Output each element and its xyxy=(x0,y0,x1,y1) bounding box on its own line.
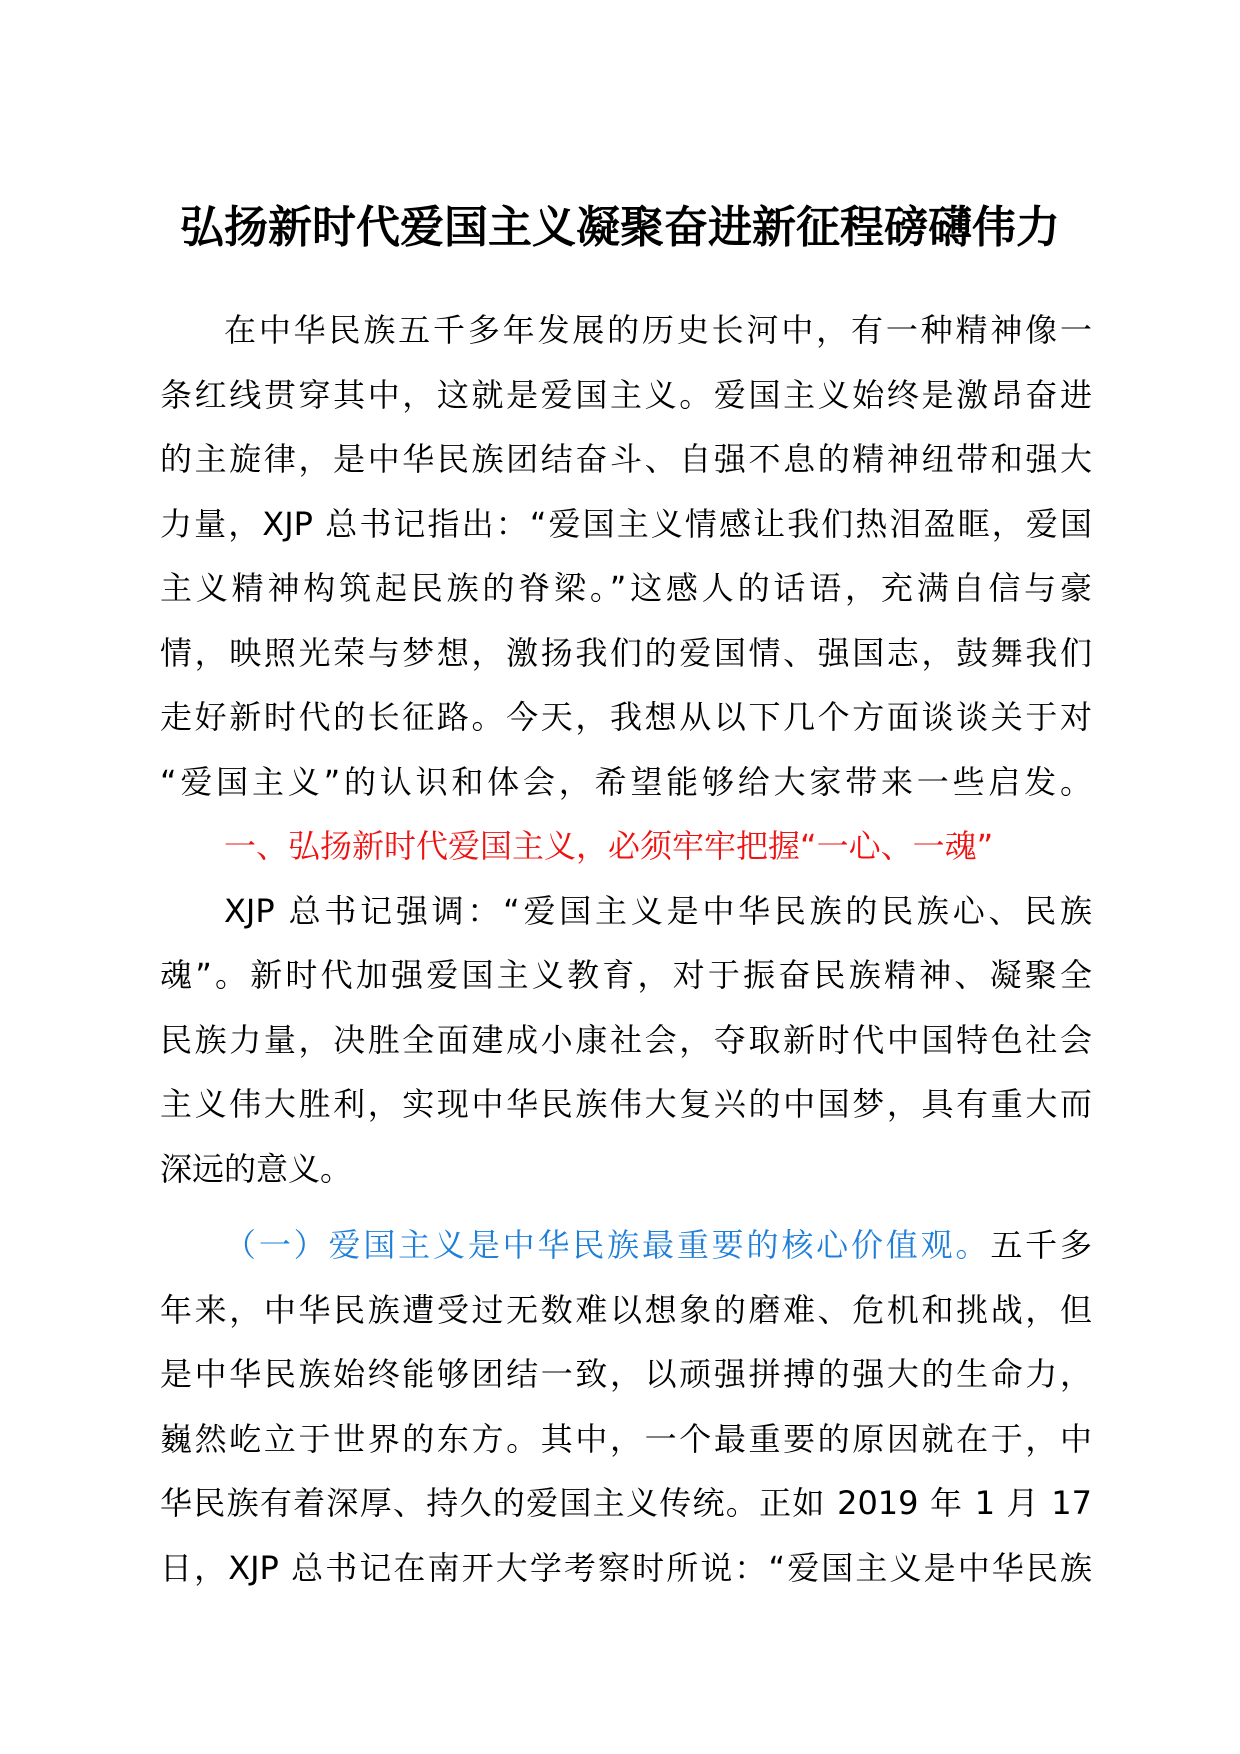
text-line: XJP 总书记强调：“爱国主义是中华民族的民族心、民族 xyxy=(224,891,1092,930)
text-line: 民族力量，决胜全面建成小康社会，夺取新时代中国特色社会 xyxy=(160,1020,1092,1059)
text-line: 是中华民族始终能够团结一致，以顽强拼搏的强大的生命力， xyxy=(160,1355,1092,1393)
section-heading-1: 一、弘扬新时代爱国主义，必须牢牢把握“一心、一魂” xyxy=(224,827,994,865)
text-run: 五千多 xyxy=(990,1226,1092,1264)
subheading-1: （一）爱国主义是中华民族最重要的核心价值观。 xyxy=(224,1226,991,1264)
text-line: 魂”。新时代加强爱国主义教育，对于振奋民族精神、凝聚全 xyxy=(160,956,1092,994)
text-line: 华民族有着深厚、持久的爱国主义传统。正如 2019 年 1 月 17 xyxy=(160,1484,1092,1522)
text-line: 巍然屹立于世界的东方。其中，一个最重要的原因就在于，中 xyxy=(160,1419,1092,1458)
text-line: 深远的意义。 xyxy=(160,1149,353,1188)
text-line: 主义伟大胜利，实现中华民族伟大复兴的中国梦，具有重大而 xyxy=(160,1085,1092,1123)
paragraph-subsection-1 xyxy=(160,1213,1092,1600)
text-line: 力量，XJP 总书记指出：“爱国主义情感让我们热泪盈眶，爱国 xyxy=(160,504,1092,543)
paragraph-section-1 xyxy=(160,879,1092,1202)
paragraph-intro xyxy=(160,298,1092,814)
text-line: “爱国主义”的认识和体会，希望能够给大家带来一些启发。 xyxy=(160,762,1092,801)
text-line: 主义精神构筑起民族的脊梁。”这感人的话语，充满自信与豪 xyxy=(160,569,1092,607)
text-line: 条红线贯穿其中，这就是爱国主义。爱国主义始终是激昂奋进 xyxy=(160,375,1092,414)
document-title: 弘扬新时代爱国主义凝聚奋进新征程磅礴伟力 xyxy=(180,202,1060,253)
text-line: 年来，中华民族遭受过无数难以想象的磨难、危机和挑战，但 xyxy=(160,1290,1092,1329)
text-line: 在中华民族五千多年发展的历史长河中，有一种精神像一 xyxy=(224,311,1092,349)
text-line-with-subheading xyxy=(160,1213,1092,1278)
text-line: 走好新时代的长征路。今天，我想从以下几个方面谈谈关于对 xyxy=(160,698,1092,736)
text-line: 的主旋律，是中华民族团结奋斗、自强不息的精神纽带和强大 xyxy=(160,440,1092,478)
text-line: 日，XJP 总书记在南开大学考察时所说：“爱国主义是中华民族 xyxy=(160,1548,1092,1587)
text-line: 情，映照光荣与梦想，激扬我们的爱国情、强国志，鼓舞我们 xyxy=(160,633,1092,672)
document-body xyxy=(160,298,1092,1600)
